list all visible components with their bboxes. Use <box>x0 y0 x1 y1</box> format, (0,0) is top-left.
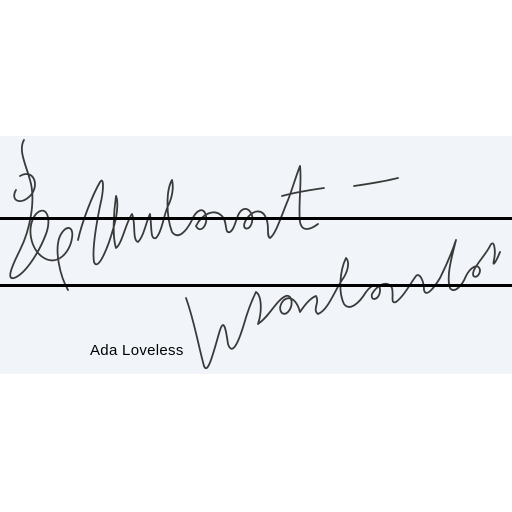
signature-flourish <box>10 140 72 290</box>
signature-guide-line-bottom <box>0 284 512 287</box>
signature-word-upper <box>78 166 318 264</box>
signer-name-label: Ada Loveless <box>90 342 184 359</box>
signature-t-cross <box>282 188 324 196</box>
signature-hyphen <box>354 178 398 186</box>
signature-guide-line-top <box>0 217 512 220</box>
handwritten-signature <box>0 130 512 380</box>
signature-word-lower <box>186 240 500 368</box>
